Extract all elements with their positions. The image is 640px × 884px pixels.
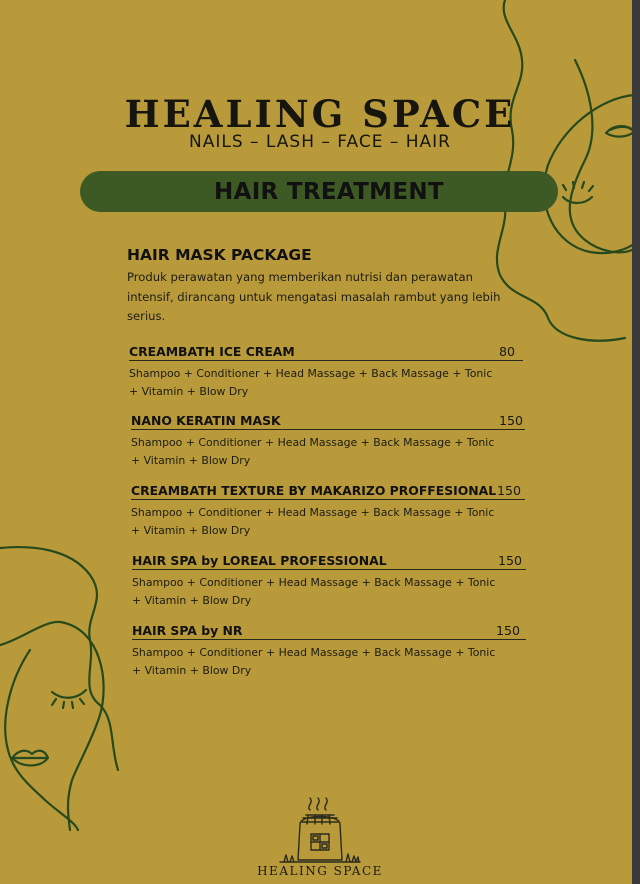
menu-item-price: 150 xyxy=(498,413,523,428)
package-description: Produk perawatan yang memberikan nutrisi dan perawatan intensif, dirancang untuk mengatasi masalah rambut yang lebih serius. xyxy=(127,270,501,323)
menu-item-name: HAIR SPA by NR xyxy=(132,623,243,638)
menu-item xyxy=(129,344,523,400)
menu-item-header xyxy=(132,623,526,640)
menu-item xyxy=(131,413,525,469)
menu-item-name: CREAMBATH ICE CREAM xyxy=(129,344,295,359)
menu-item-description: Shampoo + Conditioner + Head Massage + Back Massage + Tonic + Vitamin + Blow Dry xyxy=(132,576,496,607)
menu-item-description: Shampoo + Conditioner + Head Massage + Back Massage + Tonic + Vitamin + Blow Dry xyxy=(132,646,496,677)
menu-item xyxy=(131,483,525,539)
menu-item-price: 150 xyxy=(495,623,520,638)
menu-item-price: 150 xyxy=(496,483,521,498)
menu-item-price: 150 xyxy=(497,553,522,568)
bottom-left-hair-curve xyxy=(0,547,118,770)
bottom-left-hair-strand xyxy=(0,622,104,830)
footer-brand: HEALING SPACE xyxy=(257,864,383,878)
menu-item-description: Shampoo + Conditioner + Head Massage + Back Massage + Tonic + Vitamin + Blow Dry xyxy=(131,506,495,537)
section-title: HAIR TREATMENT xyxy=(214,179,444,205)
menu-item xyxy=(132,623,526,679)
menu-item-description: Shampoo + Conditioner + Head Massage + Back Massage + Tonic + Vitamin + Blow Dry xyxy=(129,367,493,398)
brand-title: HEALING SPACE xyxy=(124,92,516,136)
top-right-hair-strand xyxy=(570,60,632,252)
package-title: HAIR MASK PACKAGE xyxy=(127,246,312,264)
page-edge xyxy=(632,0,640,884)
menu-item-name: HAIR SPA by LOREAL PROFESSIONAL xyxy=(132,553,387,568)
menu-item-name: NANO KERATIN MASK xyxy=(131,413,281,428)
menu-item-header xyxy=(131,413,525,430)
menu-item-name: CREAMBATH TEXTURE BY MAKARIZO PROFFESIONAL xyxy=(131,483,497,498)
menu-item-price: 80 xyxy=(498,344,515,359)
menu-item-header xyxy=(132,553,526,570)
menu-item-description: Shampoo + Conditioner + Head Massage + Back Massage + Tonic + Vitamin + Blow Dry xyxy=(131,436,495,467)
menu-item xyxy=(132,553,526,609)
section-banner xyxy=(80,171,558,212)
brand-subtitle: NAILS – LASH – FACE – HAIR xyxy=(188,132,451,152)
menu-item-header xyxy=(129,344,523,361)
bottom-left-closed-eye xyxy=(52,690,86,698)
menu-item-header xyxy=(131,483,525,500)
